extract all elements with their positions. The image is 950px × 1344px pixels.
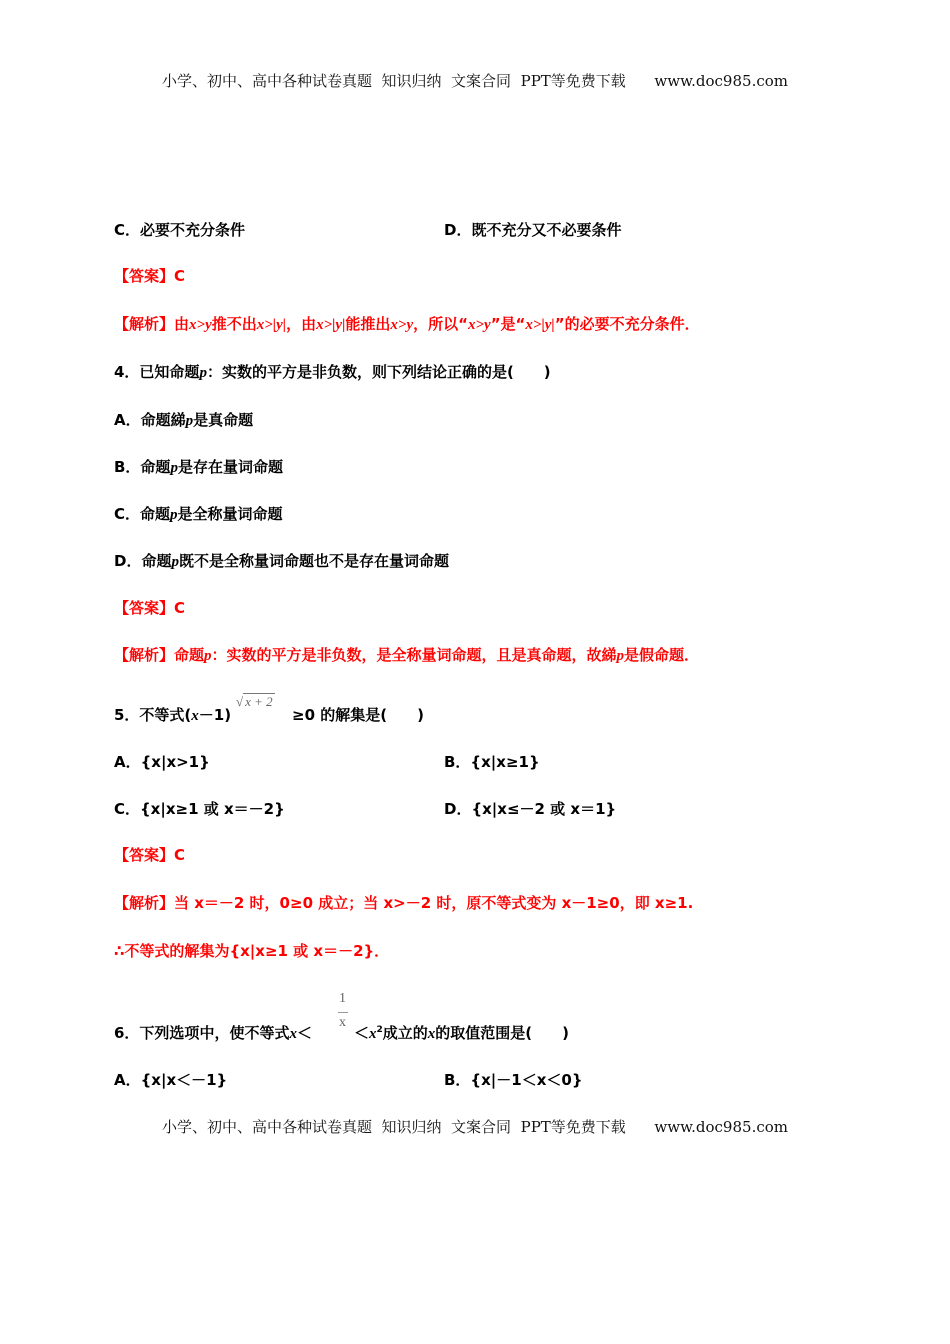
q5-stem-left: 5．不等式(x－1) [114,706,232,724]
q4-option-b: B．命题p是存在量词命题 [114,458,283,476]
q3-option-d: D．既不充分又不必要条件 [444,221,622,239]
q5-option-b: B．{x|x≥1} [444,753,540,771]
q5-option-c: C．{x|x≥1 或 x＝－2} [114,800,285,818]
q6-fraction-bar [338,1012,348,1013]
q6-stem-left: 6．下列选项中，使不等式x＜ [114,1024,312,1042]
q5-analysis-line1: 【解析】当 x＝－2 时，0≥0 成立；当 x>－2 时，原不等式变为 x－1≥0，即 x≥1. [114,894,694,912]
q5-analysis-line2: ∴不等式的解集为{x|x≥1 或 x＝－2}． [114,942,390,960]
q6-option-a: A．{x|x＜－1} [114,1071,228,1089]
page-footer: 小学、初中、高中各种试卷真题 知识归纳 文案合同 PPT等免费下载 www.doc985.com [161,1118,788,1136]
q4-option-c: C．命题p是全称量词命题 [114,505,283,523]
q3-analysis: 【解析】由x>y推不出x>|y|，由x>|y|能推出x>y，所以“x>y”是“x>|y|”的必要不充分条件． [114,315,700,333]
q4-option-d: D．命题p既不是全称量词命题也不是存在量词命题 [114,552,449,570]
q5-answer: 【答案】C [114,846,186,864]
q4-option-a: A．命题綈p是真命题 [114,411,254,429]
q5-sqrt-expression: √ x + 2 [236,694,273,709]
q5-stem-right: ≥0 的解集是( ) [292,706,424,724]
q4-stem: 4．已知命题p：实数的平方是非负数，则下列结论正确的是( ) [114,363,551,381]
q3-answer: 【答案】C [114,267,186,285]
q3-option-c: C．必要不充分条件 [114,221,246,239]
q6-fraction-denominator: x [339,1015,346,1030]
q5-option-a: A．{x|x>1} [114,753,210,771]
page-header: 小学、初中、高中各种试卷真题 知识归纳 文案合同 PPT等免费下载 www.doc985.com [161,72,788,90]
q6-fraction-numerator: 1 [339,991,346,1006]
q6-option-b: B．{x|－1＜x＜0} [444,1071,583,1089]
q5-option-d: D．{x|x≤－2 或 x＝1} [444,800,617,818]
q6-stem-right: $<x^2$成立的x的取值范围是( ) [354,1024,570,1042]
q4-analysis: 【解析】命题p：实数的平方是非负数，是全称量词命题，且是真命题，故綈p是假命题． [114,646,700,664]
q4-answer: 【答案】C [114,599,186,617]
